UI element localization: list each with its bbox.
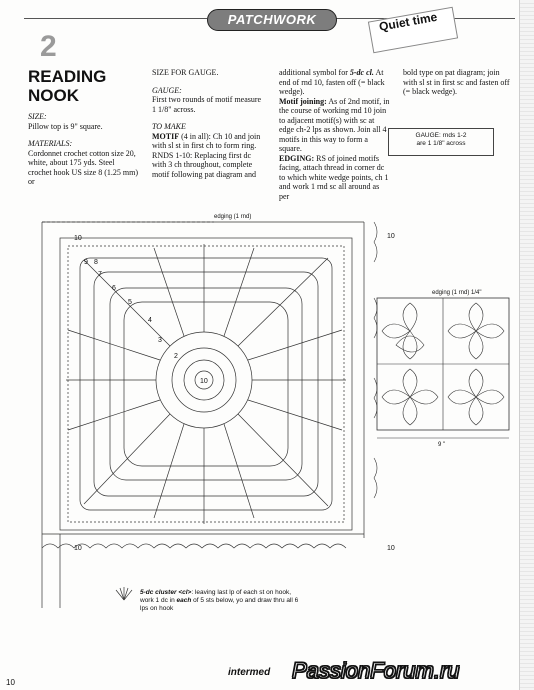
legend-term: 5-dc cluster: [140, 589, 177, 596]
corner-label-top-left: 10: [74, 235, 82, 242]
round-label-2: 2: [174, 353, 178, 360]
pillow-schematic: [377, 290, 509, 448]
round-label-7: 7: [98, 271, 102, 278]
symbol-name: 5-dc cl.: [349, 68, 374, 77]
edging-label: edging (1 rnd): [214, 214, 252, 220]
center-ring-label: 10: [200, 378, 208, 385]
schematic-size-label: 9 ": [438, 442, 446, 448]
legend-abbr: <cl>: [178, 589, 192, 596]
section-label: PATCHWORK: [227, 12, 317, 27]
title-line-1: READING: [28, 67, 107, 86]
size-heading: SIZE:: [28, 112, 47, 121]
size-text: Pillow top is 9" square.: [28, 121, 103, 131]
crochet-pattern-diagram: [24, 208, 514, 628]
gauge-box-line1: GAUGE: rnds 1-2: [415, 132, 467, 139]
round-label-9: 9: [84, 259, 88, 266]
size-for-gauge: SIZE FOR GAUGE.: [152, 68, 219, 77]
gauge-box: [388, 128, 494, 156]
text-column-2: [152, 68, 266, 179]
symbol-text-a: additional symbol for: [279, 68, 348, 77]
text-column-1: [28, 108, 140, 187]
corner-label-bottom-right: 10: [387, 545, 395, 552]
watermark: PassionForum.ru: [292, 658, 460, 683]
legend: [140, 589, 300, 613]
joining-text: As of 2nd motif, in the course of working rnd 10 join to adjacent motif(s) with sc at edge ch-2 lps as shown. Join all 4 motifs in this way to form a square.: [279, 96, 390, 153]
round-label-6: 6: [112, 285, 116, 292]
section-banner: [207, 9, 337, 31]
round-label-3: 3: [158, 337, 162, 344]
text-column-4: [403, 68, 515, 97]
gauge-text: First two rounds of motif measure 1 1/8" across.: [152, 95, 262, 114]
legend-text-a: : leaving last lp of each st on hook, work 1 dc in: [140, 589, 292, 604]
tag-label: Quiet time: [378, 9, 439, 34]
round-label-4: 4: [148, 317, 152, 324]
header-rule-left: [24, 18, 207, 19]
edging-text: RS of joined motifs facing, attach thread in corner dc to which white wedge points, ch 1 and work 1 rnd sc all around as per: [279, 153, 389, 201]
skill-level: intermed: [228, 667, 271, 678]
to-make-heading: TO MAKE: [152, 122, 186, 131]
col4-text: bold type on pat diagram; join with sl st in first sc and fasten off (= black wedge).: [403, 68, 510, 96]
cluster-symbol-icon: [116, 587, 132, 600]
edging-paragraph: [279, 154, 391, 202]
schematic-edging-label: edging (1 rnd) 1/4": [432, 290, 482, 296]
motif-text: (4 in all): Ch 10 and join with sl st in first ch to form ring. RNDS 1-10: Replacing first dc with 3 ch throughout, complete motif following pat diagram and: [152, 131, 261, 179]
corner-label-bottom-left: 10: [74, 545, 82, 552]
materials-text: Cordonnet crochet cotton size 20, white, about 175 yds. Steel crochet hook US size 8 (1.25 mm) or: [28, 148, 138, 186]
page-number: 10: [6, 678, 15, 687]
joining-paragraph: [279, 97, 391, 154]
gauge-box-line2: are 1 1/8" across: [416, 140, 466, 147]
legend-each: each: [176, 597, 192, 604]
edging-label: EDGING:: [279, 153, 315, 163]
title-line-2: NOOK: [28, 86, 79, 105]
corner-label-top-right: 10: [387, 233, 395, 240]
page-spine: [519, 0, 534, 690]
project-title: [28, 67, 106, 105]
symbol-text-b: At end of rnd 10, fasten off (= black wedge).: [279, 68, 385, 96]
motif-label: MOTIF: [152, 131, 180, 141]
symbol-paragraph: [279, 68, 391, 97]
materials-heading: MATERIALS:: [28, 139, 73, 148]
joining-label: Motif joining:: [279, 96, 327, 106]
gauge-heading: GAUGE:: [152, 85, 182, 95]
project-number: 2: [40, 30, 57, 63]
edging-fans: [42, 222, 377, 548]
motif-paragraph: [152, 132, 266, 180]
round-label-8: 8: [94, 259, 98, 266]
round-label-5: 5: [128, 299, 132, 306]
legend-text-b: of 5 sts below, yo and draw thru all 6 lps on hook: [140, 597, 299, 612]
text-column-3: [279, 68, 391, 201]
